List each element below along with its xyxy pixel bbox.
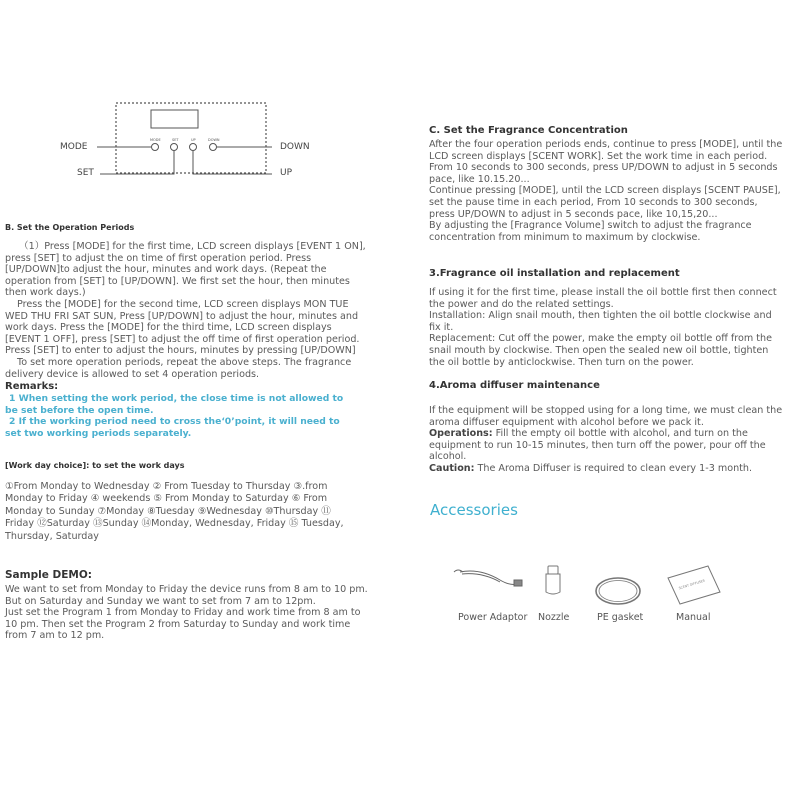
section-4-caution — [429, 463, 789, 475]
up-leader-line — [193, 151, 272, 174]
down-button[interactable] — [210, 144, 217, 151]
power-adaptor-icon — [454, 570, 522, 586]
section-b-body — [5, 241, 367, 380]
section-4-paragraph-1: If the equipment will be stopped using for a long time, we must clean the aroma diffuser equipment with alcohol before we pack it. — [429, 405, 783, 428]
section-c-paragraph-2: Continue pressing [MODE], until the LCD screen displays [SCENT PAUSE], set the pause time in each period, From 10 seconds to 300 seconds, press UP/DOWN to adjust in 5 seconds pace, like 10,15,20... — [429, 185, 781, 220]
workday-body — [5, 481, 350, 543]
section-c-paragraph-3: By adjusting the [Fragrance Volume] switch to adjust the fragrance concentration from minimum to maximum by clockwise. — [429, 220, 752, 243]
panel-button-label-set: SET — [172, 138, 179, 142]
accessories-illustrations — [440, 560, 730, 610]
remark-1: 1 When setting the work period, the close time is not allowed to be set before the open time. — [5, 393, 344, 416]
section-3-paragraph-3: Replacement: Cut off the power, make the empty oil bottle off from the snail mouth by clockwise. Then open the sealed new oil bottle, tighten the oil bottle by anticlockwise. Then turn on the power. — [429, 333, 772, 368]
remark-2: 2 If the working period need to cross the‘0’point, it will need to set two working periods separately. — [5, 416, 340, 439]
accessory-label-nozzle: Nozzle — [538, 612, 570, 623]
section-b-title: B. Set the Operation Periods — [5, 223, 135, 232]
panel-button-label-down: DOWN — [208, 138, 220, 142]
up-button[interactable] — [190, 144, 197, 151]
section-4-operations — [429, 428, 789, 463]
remarks-title: Remarks: — [5, 381, 59, 392]
accessories-title: Accessories — [430, 501, 518, 519]
demo-title: Sample DEMO: — [5, 569, 92, 581]
caution-label: Caution: — [429, 462, 475, 474]
section-3-paragraph-1: If using it for the first time, please install the oil bottle first then connect the power and do the related settings. — [429, 287, 777, 310]
section-3-title: 3.Fragrance oil installation and replacement — [429, 268, 680, 279]
caution-text: The Aroma Diffuser is required to clean every 1-3 month. — [474, 462, 753, 474]
nozzle-icon — [546, 566, 560, 594]
set-leader-line — [100, 151, 174, 174]
accessory-label-manual: Manual — [676, 612, 711, 623]
set-label: SET — [77, 168, 94, 178]
section-b-paragraph-2: Press the [MODE] for the second time, LCD screen displays MON TUE WED THU FRI SAT SUN, Press [UP/DOWN] to adjust the hour, minutes and work days. Press the [MODE] for the third time, LCD screen displays [EVENT 1 OFF], press [SET] to adjust the off time of first operation period. Press [SET] to enter to adjust the hours, minutes by pressing [UP/DOWN] — [5, 298, 360, 357]
section-b-paragraph-1: （1）Press [MODE] for the first time, LCD screen displays [EVENT 1 ON], press [SET] to adjust the on time of first operation period. Press [UP/DOWN]to adjust the hour, minutes and work days. (Repeat the operation from [SET] to [UP/DOWN]. We first set the hour, then minutes then work days.) — [5, 241, 366, 299]
mode-label: MODE — [60, 142, 88, 152]
demo-paragraph-2: Just set the Program 1 from Monday to Friday and work time from 8 am to 10 pm. Then set the Program 2 from Saturday to Sunday and work time from 7 am to 12 pm. — [5, 607, 361, 642]
workday-options: ①From Monday to Wednesday ② From Tuesday to Thursday ③.from Monday to Friday ④ weekends ⑤ From Monday to Saturday ⑥ From Monday to Sunday ⑦Monday ⑧Tuesday ⑨Wednesday ⑩Thursday ⑪ Friday ⑫Saturday ⑬Sunday ⑭Monday, Wednesday, Friday ⑮ Tuesday, Thursday, Saturday — [5, 481, 344, 542]
lcd-screen — [151, 110, 198, 128]
remarks-body — [5, 393, 350, 439]
workday-title: [Work day choice]: to set the work days — [5, 461, 185, 470]
section-4-body — [429, 405, 789, 475]
panel-button-label-mode: MODE — [150, 138, 161, 142]
section-c-body — [429, 139, 784, 243]
mode-button[interactable] — [152, 144, 159, 151]
set-button[interactable] — [171, 144, 178, 151]
manual-cover-text: SCENT DIFFUSER — [678, 578, 706, 591]
section-4-title: 4.Aroma diffuser maintenance — [429, 380, 600, 391]
demo-body — [5, 584, 368, 642]
section-c-paragraph-1: After the four operation periods ends, continue to press [MODE], until the LCD screen displays [SCENT WORK]. Set the work time in each period. From 10 seconds to 300 seconds, press UP/DOWN to adjust in 5 seconds pace, like 10.15.20... — [429, 139, 783, 185]
accessory-label-power-adaptor: Power Adaptor — [458, 612, 528, 623]
up-label: UP — [280, 168, 293, 178]
manual-icon — [668, 566, 720, 604]
pe-gasket-icon — [596, 578, 640, 604]
operations-text: Fill the empty oil bottle with alcohol, and turn on the equipment to run 10-15 minutes, then turn off the power, pour off the alcohol. — [429, 428, 766, 463]
down-label: DOWN — [280, 142, 310, 152]
section-3-body — [429, 287, 784, 368]
section-c-title: C. Set the Fragrance Concentration — [429, 125, 628, 136]
operations-label: Operations: — [429, 428, 493, 440]
accessory-label-pe-gasket: PE gasket — [597, 612, 644, 623]
section-3-paragraph-2: Installation: Align snail mouth, then tighten the oil bottle clockwise and fix it. — [429, 310, 772, 333]
demo-paragraph-1: We want to set from Monday to Friday the device runs from 8 am to 10 pm. But on Saturday and Sunday we want to set from 7 am to 12pm. — [5, 584, 368, 607]
section-b-paragraph-3: To set more operation periods, repeat the above steps. The fragrance delivery device is allowed to set 4 operation periods. — [5, 356, 352, 380]
panel-button-label-up: UP — [191, 138, 196, 142]
